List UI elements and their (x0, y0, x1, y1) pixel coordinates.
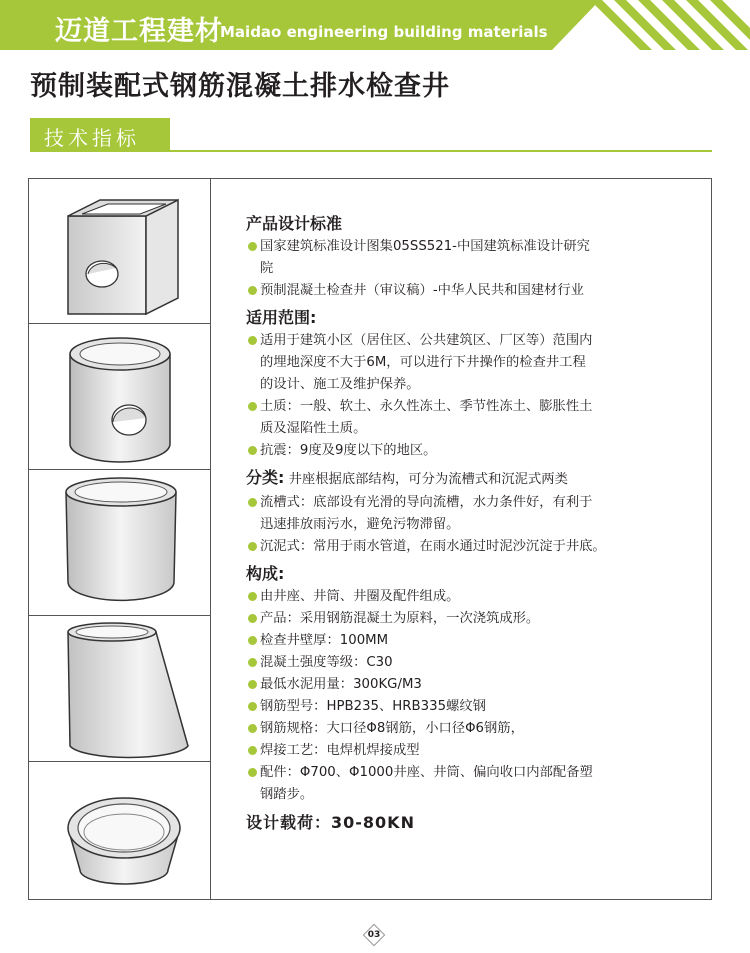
section-tab (30, 118, 170, 152)
classification-item: 流槽式：底部设有光滑的导向流槽，水力条件好，有利于 迅速排放雨污水，避免污物滞留。 (246, 492, 696, 536)
scope-heading: 适用范围: (246, 308, 317, 327)
structure-item: 检查井壁厚：100MM (246, 630, 696, 652)
structure-item: 混凝土强度等级：C30 (246, 652, 696, 674)
image-eccentric-cone (28, 616, 211, 762)
section-rule (30, 150, 712, 152)
image-well-base (28, 762, 211, 900)
classification-item: 沉泥式：常用于雨水管道，在雨水通过时泥沙沉淀于井底。 (246, 536, 696, 558)
fittings-item: 配件：Φ700、Φ1000井座、井筒、偏向收口内部配备塑 钢踏步。 (246, 762, 696, 806)
brand-name-cn: 迈道工程建材 (55, 16, 223, 47)
structure-item: 焊接工艺：电焊机焊接成型 (246, 740, 696, 762)
scope-item: 抗震：9度及9度以下的地区。 (246, 440, 696, 462)
structure-item: 由井座、井筒、井圈及配件组成。 (246, 586, 696, 608)
structure-item: 最低水泥用量：300KG/M3 (246, 674, 696, 696)
spec-content (246, 208, 696, 834)
image-square-well (28, 178, 211, 324)
structure-heading: 构成: (246, 564, 285, 583)
scope-item: 土质：一般、软土、永久性冻土、季节性冻土、膨胀性土 质及湿陷性土质。 (246, 396, 696, 440)
design-item: 预制混凝土检查井（审议稿）-中华人民共和国建材行业 (246, 280, 696, 302)
structure-item: 钢筋规格：大口径Φ8钢筋，小口径Φ6钢筋， (246, 718, 696, 740)
scope-item: 适用于建筑小区（居住区、公共建筑区、厂区等）范围内 的埋地深度不大于6M，可以进行下井操作的检查井工程 的设计、施工及维护保养。 (246, 330, 696, 396)
structure-item: 钢筋型号：HPB235、HRB335螺纹钢 (246, 696, 696, 718)
classification-intro: 井座根据底部结构，可分为流槽式和沉泥式两类 (288, 472, 568, 487)
design-standard-heading: 产品设计标准 (246, 214, 343, 233)
design-load: 设计载荷：30-80KN (246, 813, 415, 832)
header-stripes (580, 0, 750, 50)
design-item: 国家建筑标准设计图集05SS521-中国建筑标准设计研究 院 (246, 236, 696, 280)
classification-heading: 分类: (246, 468, 285, 487)
page-number: 03 (361, 926, 387, 944)
brand-name-en: Maidao engineering building materials (220, 23, 548, 41)
page-title: 预制装配式钢筋混凝土排水检查井 (30, 71, 450, 102)
product-images (28, 178, 211, 900)
structure-item: 产品：采用钢筋混凝土为原料，一次浇筑成形。 (246, 608, 696, 630)
section-tab-label: 技术指标 (44, 126, 140, 150)
classification-row (246, 466, 696, 492)
image-well-shaft (28, 470, 211, 616)
image-round-well (28, 324, 211, 470)
